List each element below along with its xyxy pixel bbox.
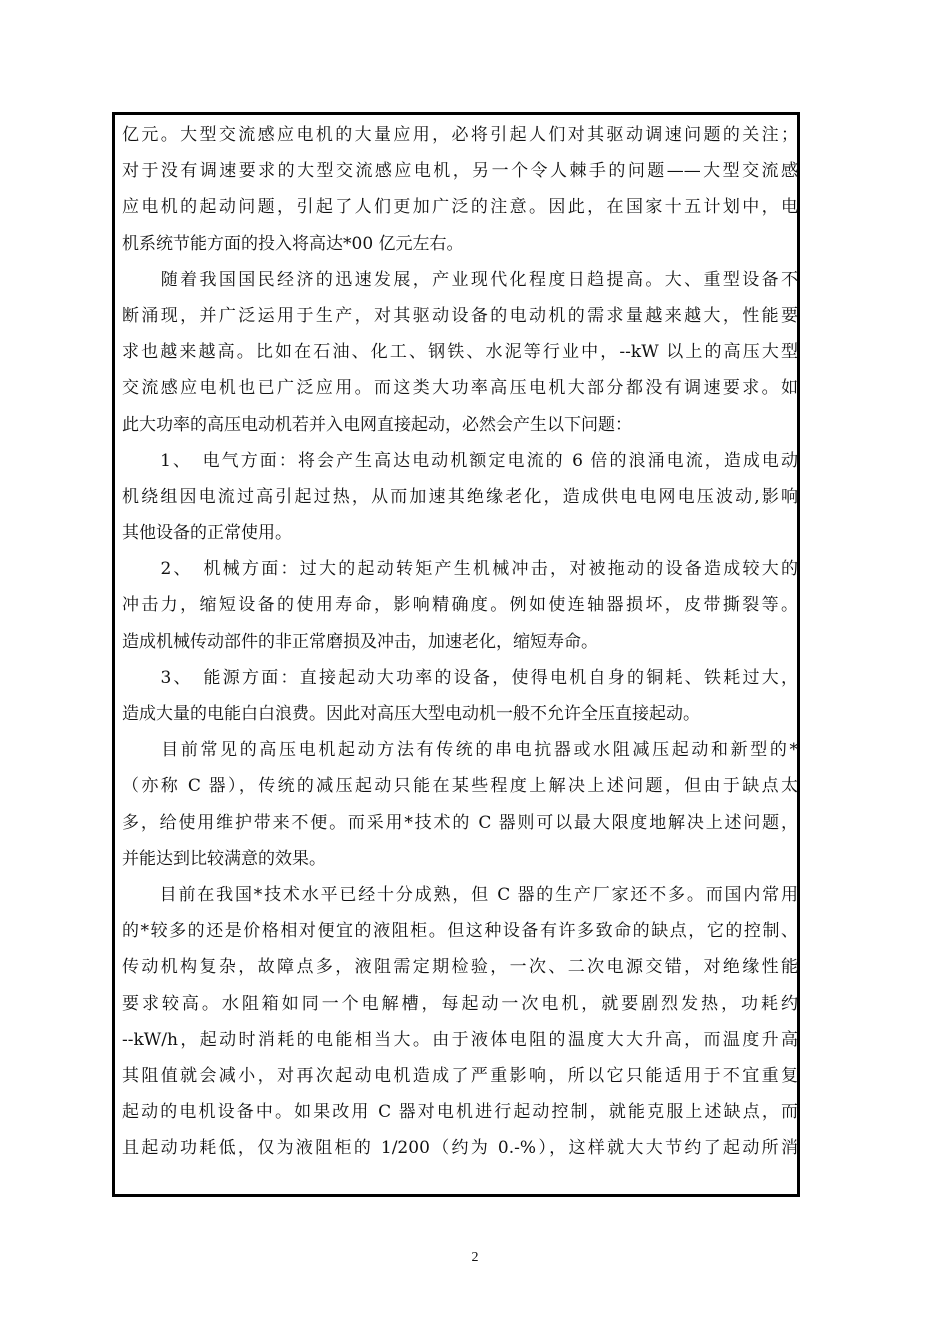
text-line: 断涌现，并广泛运用于生产，对其驱动设备的电动机的需求量越来越大，性能要	[122, 305, 798, 326]
text-line: 冲击力，缩短设备的使用寿命，影响精确度。例如使连轴器损坏，皮带撕裂等。	[122, 595, 798, 616]
text-line: 交流感应电机也已广泛应用。而这类大功率高压电机大部分都没有调速要求。如	[122, 378, 798, 399]
text-line: 造成大量的电能白白浪费。因此对高压大型电动机一般不允许全压直接起动。	[122, 704, 700, 724]
text-line: 机绕组因电流过高引起过热，从而加速其绝缘老化，造成供电电网电压波动,影响	[122, 486, 798, 507]
text-line: 此大功率的高压电动机若并入电网直接起动，必然会产生以下问题：	[122, 414, 632, 435]
text-line: 要求较高。水阻箱如同一个电解槽，每起动一次电机，就要剧烈发热，功耗约	[122, 993, 798, 1014]
text-line: 造成机械传动部件的非正常磨损及冲击，加速老化，缩短寿命。	[122, 631, 598, 652]
text-line: 多，给使用维护带来不便。而采用*技术的 C 器则可以最大限度地解决上述问题，	[122, 812, 798, 833]
text-line: （亦称 C 器），传统的减压起动只能在某些程度上解决上述问题，但由于缺点太	[122, 776, 798, 797]
text-line: 并能达到比较满意的效果。	[122, 848, 326, 869]
text-line: 且起动功耗低，仅为液阻柜的 1/200（约为 0.-%），这样就大大节约了起动所消	[122, 1138, 798, 1159]
text-line: 传动机构复杂，故障点多，液阻需定期检验，一次、二次电源交错，对绝缘性能	[122, 957, 798, 978]
page-number: 2	[471, 1250, 479, 1265]
text-line: --kW/h，起动时消耗的电能相当大。由于液体电阻的温度大大升高，而温度升高	[122, 1029, 798, 1050]
text-line: 2、 机械方面：过大的起动转矩产生机械冲击，对被拖动的设备造成较大的	[122, 559, 798, 580]
text-line: 对于没有调速要求的大型交流感应电机，另一个令人棘手的问题——大型交流感	[122, 161, 798, 182]
text-line: 其阻值就会减小，对再次起动电机造成了严重影响，所以它只能适用于不宜重复	[122, 1065, 798, 1086]
text-line: 机系统节能方面的投入将高达*00 亿元左右。	[122, 233, 464, 254]
text-line: 3、 能源方面：直接起动大功率的设备，使得电机自身的铜耗、铁耗过大，	[122, 667, 798, 688]
text-line: 目前常见的高压电机起动方法有传统的串电抗器或水阻减压起动和新型的*	[122, 740, 798, 761]
text-line: 随着我国国民经济的迅速发展，产业现代化程度日趋提高。大、重型设备不	[122, 269, 798, 290]
text-line: 其他设备的正常使用。	[122, 523, 292, 544]
text-line: 1、 电气方面：将会产生高达电动机额定电流的 6 倍的浪涌电流，造成电动	[122, 450, 798, 471]
text-line: 应电机的起动问题，引起了人们更加广泛的注意。因此，在国家十五计划中，电	[122, 197, 798, 218]
text-line: 目前在我国*技术水平已经十分成熟，但 C 器的生产厂家还不多。而国内常用	[122, 884, 798, 905]
text-line: 亿元。大型交流感应电机的大量应用，必将引起人们对其驱动调速问题的关注；	[122, 125, 798, 145]
text-line: 起动的电机设备中。如果改用 C 器对电机进行起动控制，就能克服上述缺点，而	[122, 1102, 798, 1123]
document-body	[122, 117, 798, 1166]
text-line: 求也越来越高。比如在石油、化工、钢铁、水泥等行业中，--kW 以上的高压大型	[122, 342, 798, 363]
text-line: 的*较多的还是价格相对便宜的液阻柜。但这种设备有许多致命的缺点，它的控制、	[122, 921, 798, 942]
